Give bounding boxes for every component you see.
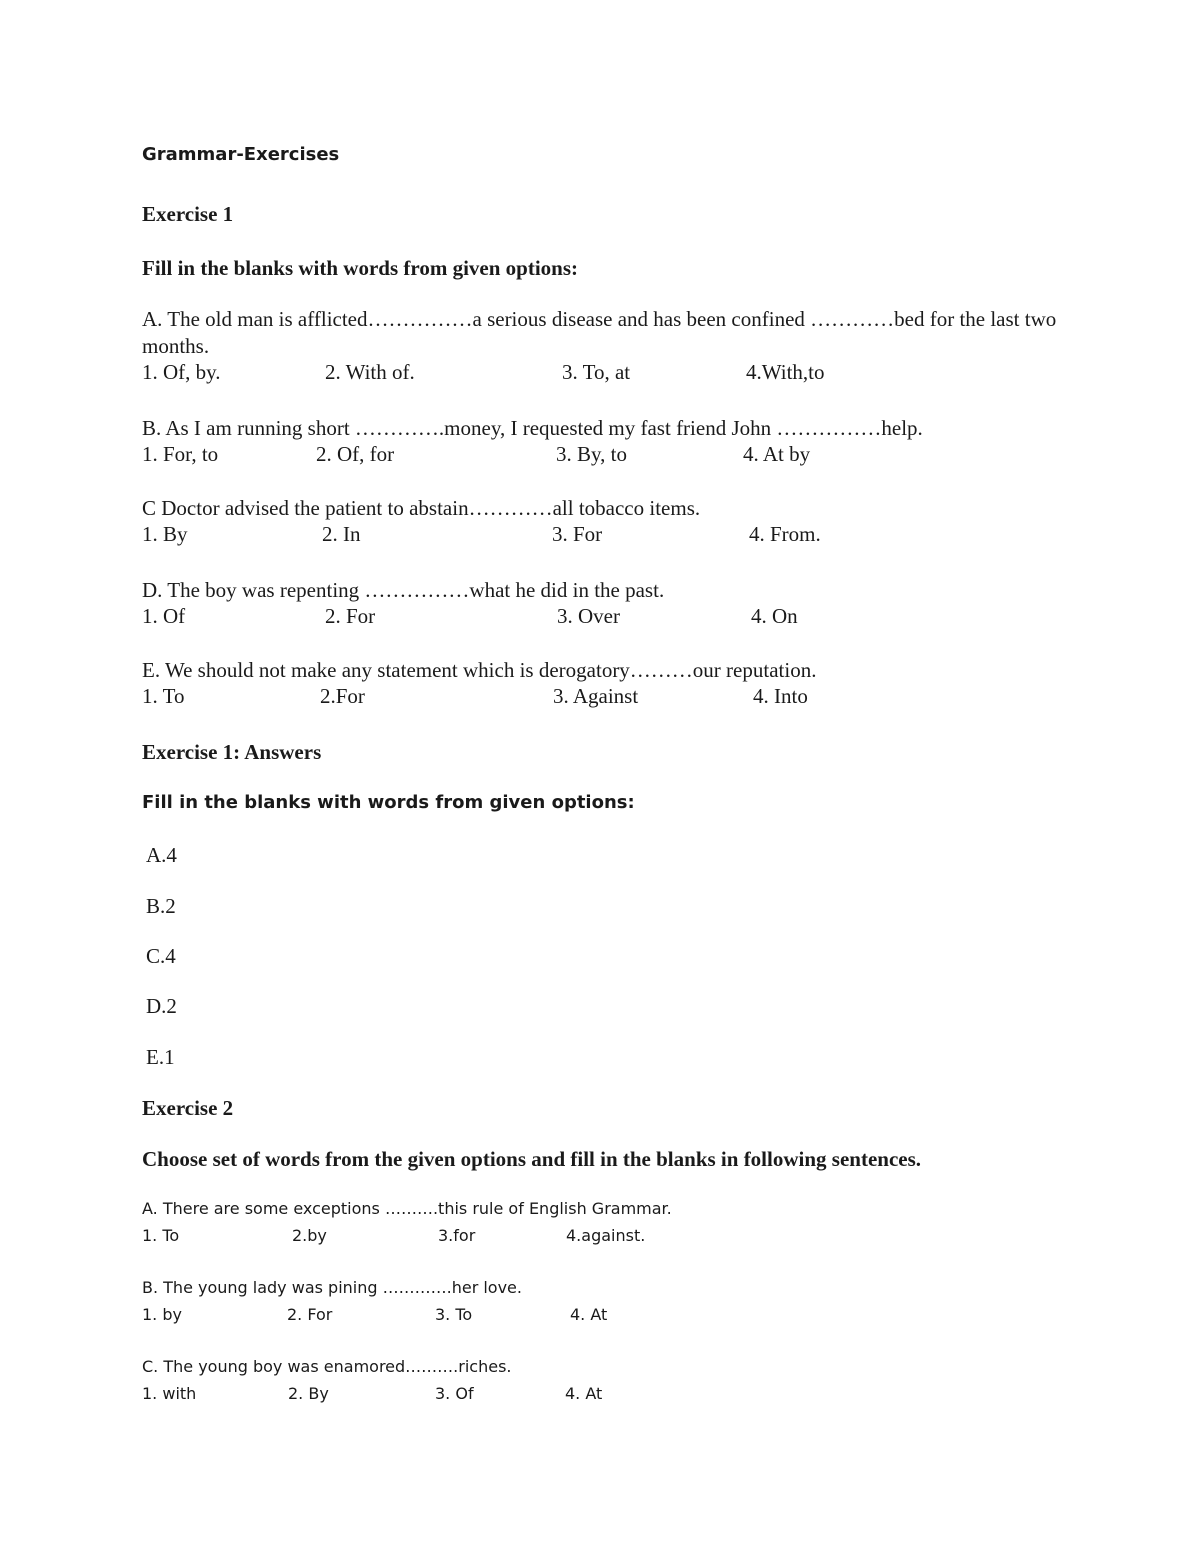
answer-c: C.4 bbox=[146, 944, 176, 968]
option: 1. To bbox=[142, 1226, 180, 1245]
exercise-1-question-d: D. The boy was repenting ……………what he did in the past. bbox=[142, 578, 665, 602]
exercise-2-question-c: C. The young boy was enamored……….riches. bbox=[142, 1357, 512, 1376]
option: 3. To bbox=[435, 1305, 473, 1324]
option: 3. By, to bbox=[556, 442, 627, 466]
exercise-2-question-a: A. There are some exceptions ……….this rule of English Grammar. bbox=[142, 1199, 672, 1218]
option: 4. Into bbox=[753, 684, 808, 708]
exercise-1-question-a: A. The old man is afflicted……………a serious disease and has been confined …………bed for the last two months. bbox=[142, 307, 1057, 358]
exercise-2-options-a bbox=[142, 1226, 842, 1248]
exercise-2-question-b: B. The young lady was pining ………….her love. bbox=[142, 1278, 522, 1297]
exercise-1-instruction: Fill in the blanks with words from given options: bbox=[142, 256, 579, 280]
option: 1. by bbox=[142, 1305, 182, 1324]
option: 3. Of bbox=[435, 1384, 474, 1403]
exercise-1-answers-instruction: Fill in the blanks with words from given options: bbox=[142, 792, 635, 813]
option: 4.With,to bbox=[746, 360, 825, 384]
exercise-1-question-e: E. We should not make any statement which is derogatory………our reputation. bbox=[142, 658, 817, 682]
exercise-1-heading: Exercise 1 bbox=[142, 202, 234, 226]
option: 2. Of, for bbox=[316, 442, 395, 466]
exercise-1-question-c: C Doctor advised the patient to abstain…………all tobacco items. bbox=[142, 496, 701, 520]
option: 3. For bbox=[552, 522, 603, 546]
answer-e: E.1 bbox=[146, 1045, 175, 1069]
option: 1. with bbox=[142, 1384, 197, 1403]
option: 4. At bbox=[570, 1305, 608, 1324]
option: 2. By bbox=[288, 1384, 329, 1403]
option: 4. At bbox=[565, 1384, 603, 1403]
option: 1. Of bbox=[142, 604, 186, 628]
option: 1. For, to bbox=[142, 442, 219, 466]
answer-a: A.4 bbox=[146, 843, 177, 867]
exercise-1-options-b bbox=[142, 442, 1042, 469]
option: 1. Of, by. bbox=[142, 360, 221, 384]
exercise-2-options-c bbox=[142, 1384, 842, 1406]
option: 1. By bbox=[142, 522, 188, 546]
option: 3. To, at bbox=[562, 360, 631, 384]
option: 2. For bbox=[287, 1305, 333, 1324]
answer-d: D.2 bbox=[146, 994, 177, 1018]
option: 3.for bbox=[438, 1226, 476, 1245]
option: 2. In bbox=[322, 522, 361, 546]
exercise-1-options-a bbox=[142, 360, 1042, 387]
option: 2. With of. bbox=[325, 360, 415, 384]
option: 4.against. bbox=[566, 1226, 646, 1245]
option: 4. At by bbox=[743, 442, 811, 466]
exercise-1-options-c bbox=[142, 522, 1042, 549]
exercise-1-options-d bbox=[142, 604, 1042, 631]
option: 2.For bbox=[320, 684, 365, 708]
option: 3. Against bbox=[553, 684, 639, 708]
document-title: Grammar-Exercises bbox=[142, 144, 340, 165]
exercise-2-instruction: Choose set of words from the given options and fill in the blanks in following sentences. bbox=[142, 1147, 922, 1171]
exercise-1-options-e bbox=[142, 684, 1042, 711]
option: 2.by bbox=[292, 1226, 327, 1245]
exercise-1-question-b: B. As I am running short ………….money, I requested my fast friend John ……………help. bbox=[142, 416, 923, 440]
exercise-1-answers-heading: Exercise 1: Answers bbox=[142, 740, 322, 764]
exercise-2-heading: Exercise 2 bbox=[142, 1096, 234, 1120]
answer-b: B.2 bbox=[146, 894, 176, 918]
option: 3. Over bbox=[557, 604, 620, 628]
option: 4. From. bbox=[749, 522, 821, 546]
exercise-2-options-b bbox=[142, 1305, 842, 1327]
option: 4. On bbox=[751, 604, 798, 628]
option: 1. To bbox=[142, 684, 185, 708]
option: 2. For bbox=[325, 604, 376, 628]
